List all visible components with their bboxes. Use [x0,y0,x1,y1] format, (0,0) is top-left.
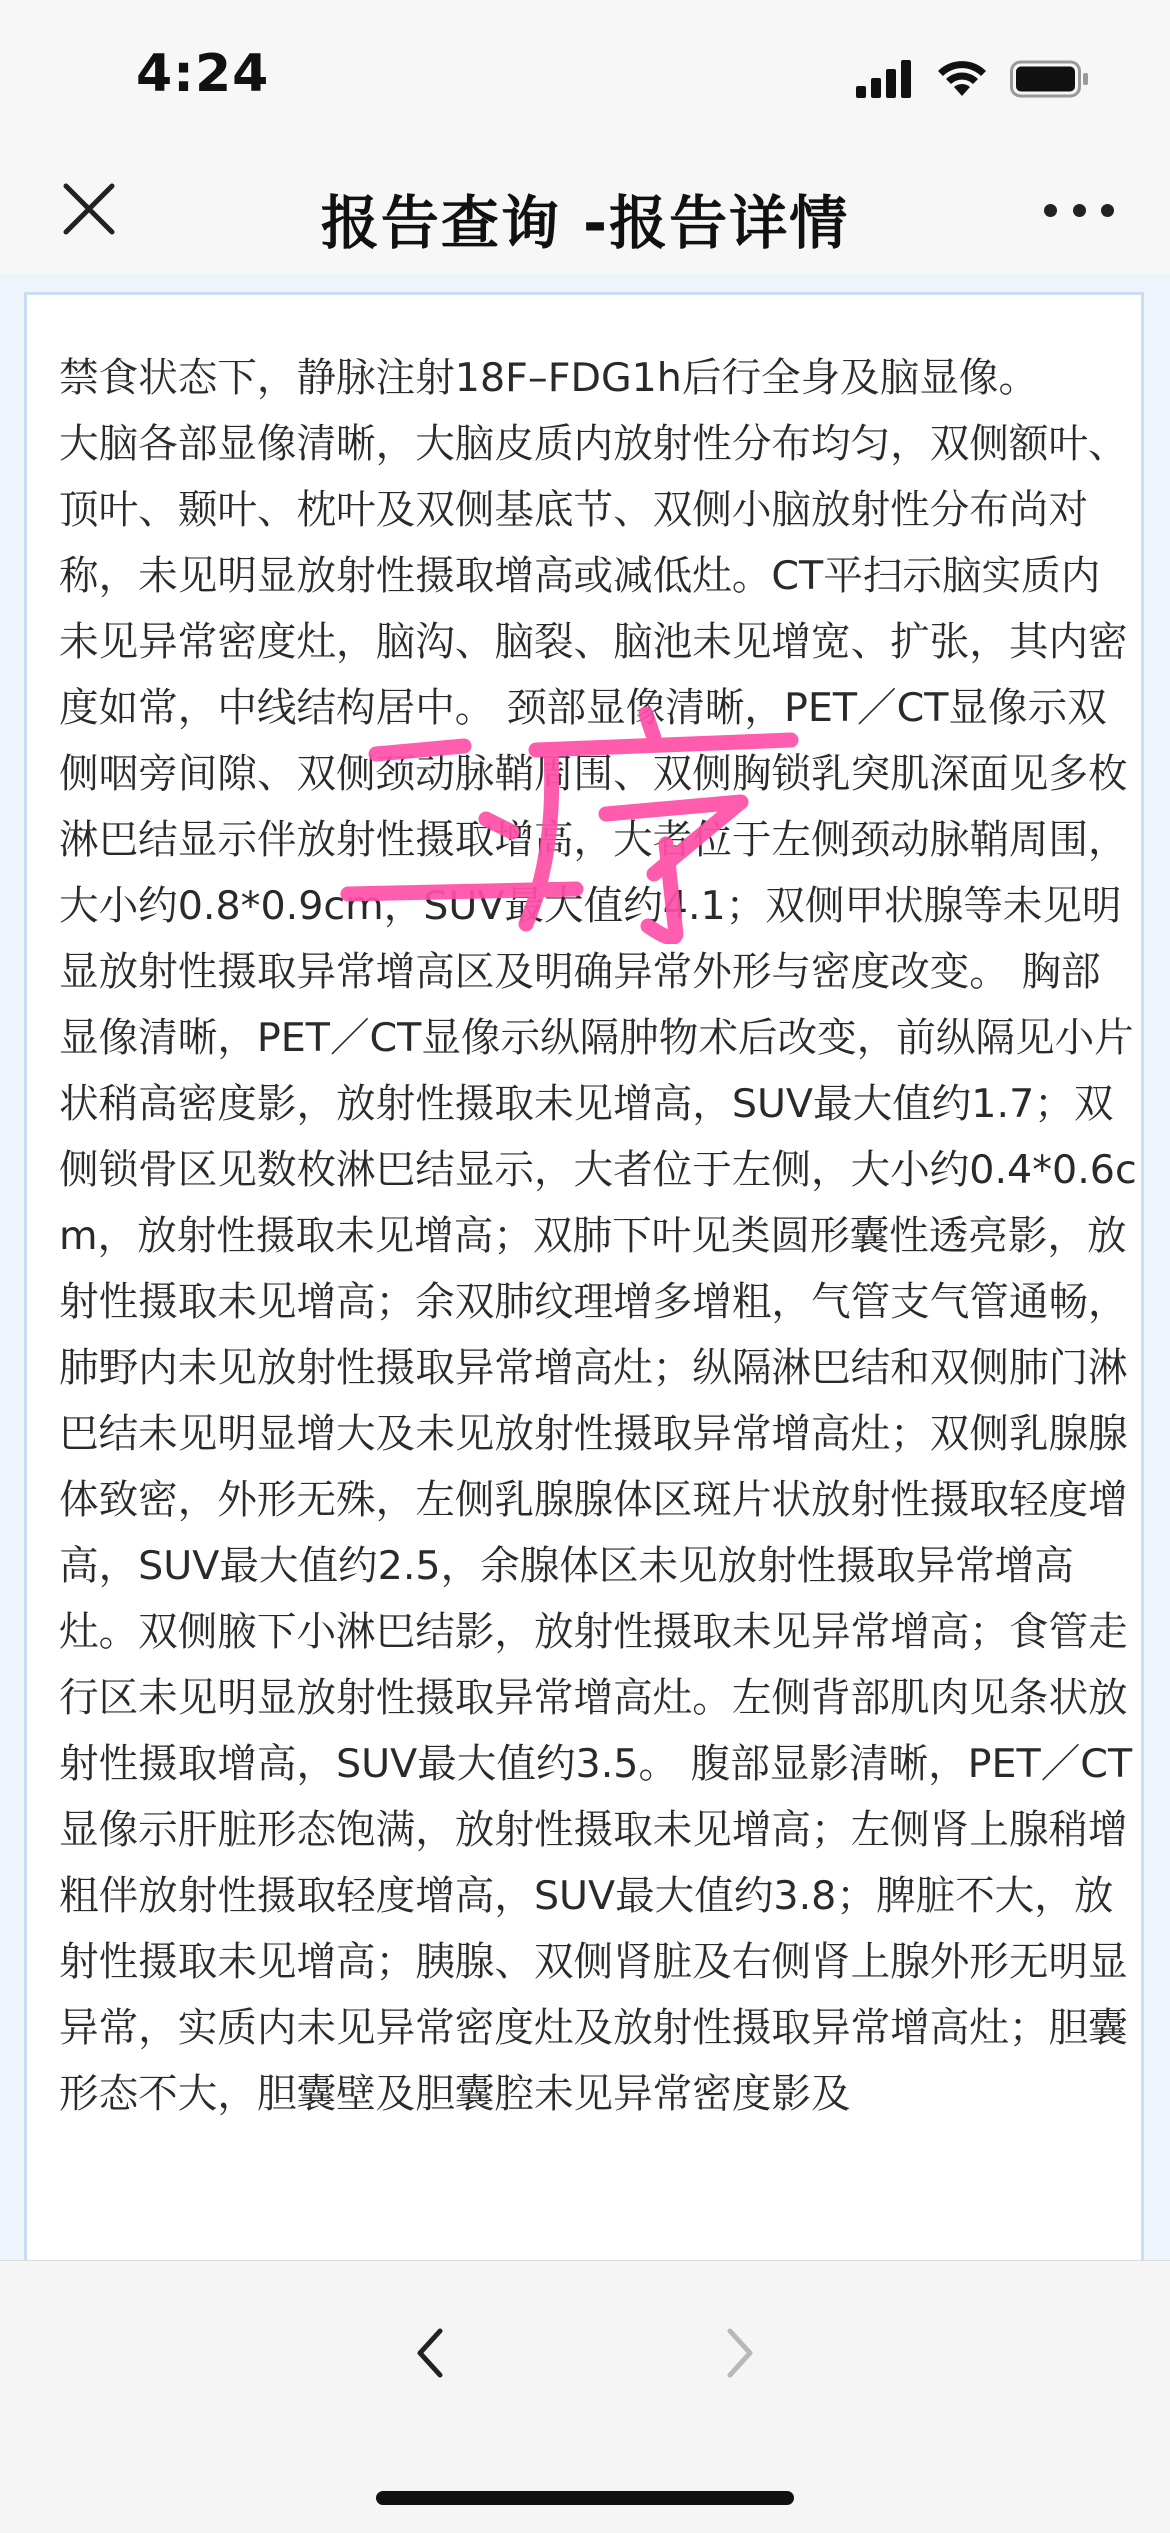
more-options-button[interactable] [1044,190,1114,230]
report-findings-text: 禁食状态下，静脉注射18F–FDG1h后行全身及脑显像。 大脑各部显像清晰，大脑皮质内放射性分布均匀，双侧额叶、顶叶、颞叶、枕叶及双侧基底节、双侧小脑放射性分布尚对称，未见明显放射性摄取增高或减低灶。CT平扫示脑实质内未见异常密度灶，脑沟、脑裂、脑池未见增宽、扩张，其内密度如常，中线结构居中。 颈部显像清晰，PET／CT显像示双侧咽旁间隙、双侧颈动脉鞘周围、双侧胸锁乳突肌深面见多枚淋巴结显示伴放射性摄取增高，大者位于左侧颈动脉鞘周围，大小约0.8*0.9cm，SUV最大值约4.1；双侧甲状腺等未见明显放射性摄取异常增高区及明确异常外形与密度改变。 胸部显像清晰，PET／CT显像示纵隔肿物术后改变，前纵隔见小片状稍高密度影，放射性摄取未见增高，SUV最大值约1.7；双侧锁骨区见数枚淋巴结显示，大者位于左侧，大小约0.4*0.6cm，放射性摄取未见增高；双肺下叶见类圆形囊性透亮影，放射性摄取未见增高；余双肺纹理增多增粗，气管支气管通畅，肺野内未见放射性摄取异常增高灶；纵隔淋巴结和双侧肺门淋巴结未见明显增大及未见放射性摄取异常增高灶；双侧乳腺腺体致密，外形无殊，左侧乳腺腺体区斑片状放射性摄取轻度增高，SUV最大值约2.5，余腺体区未见放射性摄取异常增高灶。双侧腋下小淋巴结影，放射性摄取未见异常增高；食管走行区未见明显放射性摄取异常增高灶。左侧背部肌肉见条状放射性摄取增高，SUV最大值约3.5。 腹部显影清晰，PET／CT显像示肝脏形态饱满，放射性摄取未见增高；左侧肾上腺稍增粗伴放射性摄取轻度增高，SUV最大值约3.8；脾脏不大，放射性摄取未见增高；胰腺、双侧肾脏及右侧肾上腺外形无明显异常，实质内未见异常密度灶及放射性摄取异常增高灶；胆囊形态不大，胆囊壁及胆囊腔未见异常密度影及 [59,355,1137,2117]
more-dot-icon [1044,204,1057,217]
home-indicator[interactable] [376,2491,794,2505]
status-bar [0,0,1170,150]
chevron-right-icon[interactable] [706,2321,770,2385]
report-content-area[interactable] [0,274,1170,2260]
more-dot-icon [1073,204,1086,217]
wifi-icon [936,60,988,98]
report-panel [24,292,1144,2260]
cellular-signal-icon [856,60,914,98]
nav-bar [0,150,1170,274]
chevron-left-icon[interactable] [400,2321,464,2385]
page-title: 报告查询 -报告详情 [320,189,850,257]
status-time: 4:24 [136,44,270,104]
bottom-toolbar [0,2260,1170,2533]
more-dot-icon [1101,204,1114,217]
status-icons [856,58,1090,98]
battery-icon [1010,60,1090,98]
